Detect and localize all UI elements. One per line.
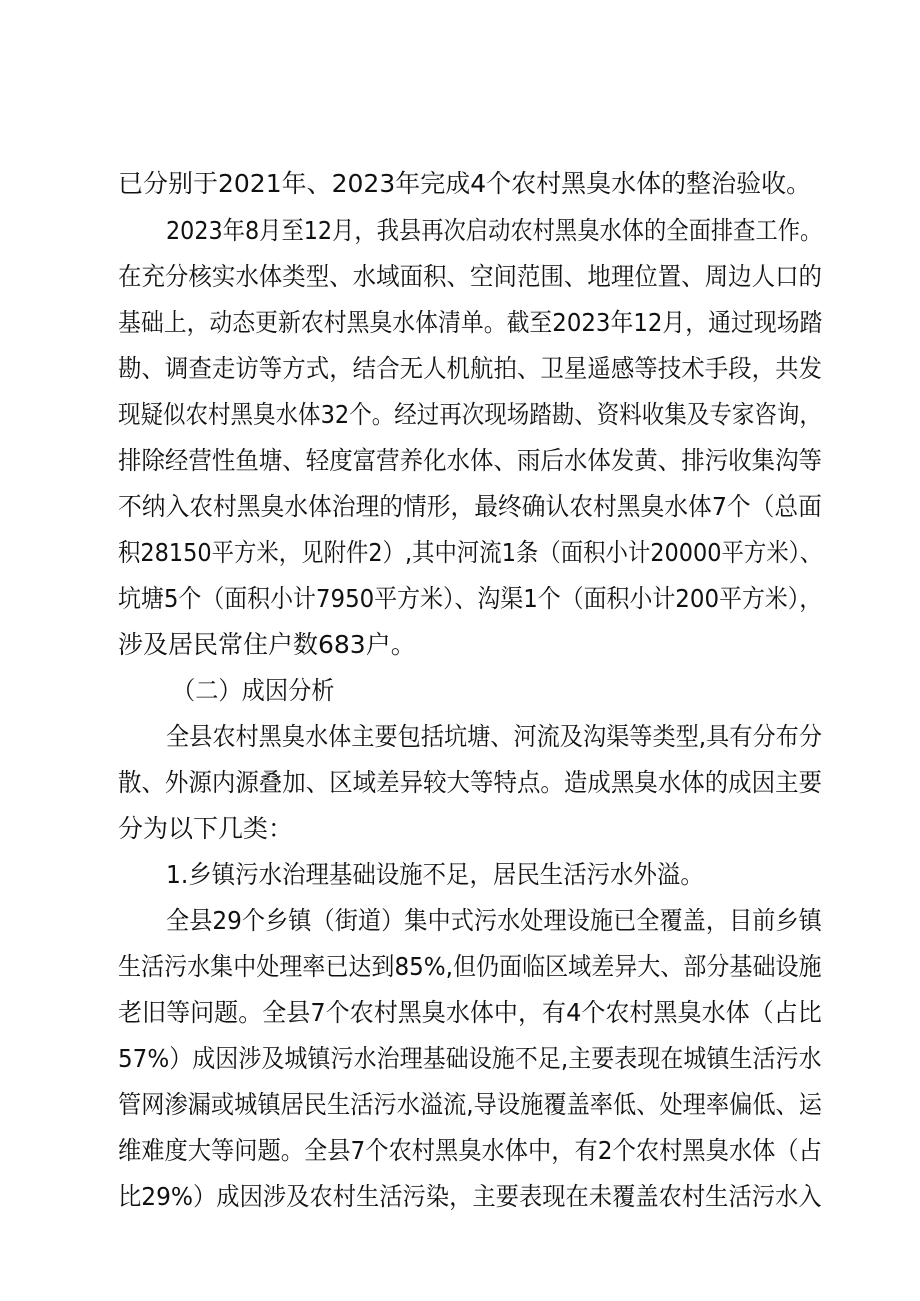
text-line: 57%）成因涉及城镇污水治理基础设施不足,主要表现在城镇生活污水 [118, 1044, 822, 1073]
text-line: 涉及居民常住户数683户。 [118, 630, 416, 659]
text-line: 不纳入农村黑臭水体治理的情形，最终确认农村黑臭水体7个（总面 [118, 492, 822, 521]
paragraph-start: 2023年8月至12月，我县再次启动农村黑臭水体的全面排查工作。 [166, 216, 823, 245]
text-line: 比29%）成因涉及农村生活污染，主要表现在未覆盖农村生活污水入 [118, 1182, 822, 1211]
text-line: 排除经营性鱼塘、轻度富营养化水体、雨后水体发黄、排污收集沟等 [118, 446, 823, 475]
text-line: 现疑似农村黑臭水体32个。经过再次现场踏勘、资料收集及专家咨询， [118, 400, 822, 429]
text-line: 生活污水集中处理率已达到85%,但仍面临区域差异大、部分基础设施 [118, 952, 822, 981]
section-heading: （二）成因分析 [172, 676, 335, 705]
text-line: 散、外源内源叠加、区域差异较大等特点。造成黑臭水体的成因主要 [118, 768, 823, 797]
paragraph-start: 全县29个乡镇（街道）集中式污水处理设施已全覆盖，目前乡镇 [166, 906, 822, 935]
text-line: 维难度大等问题。全县7个农村黑臭水体中，有2个农村黑臭水体（占 [118, 1136, 822, 1165]
text-line: 勘、调查走访等方式，结合无人机航拍、卫星遥感等技术手段，共发 [118, 354, 823, 383]
text-line: 分为以下几类： [118, 814, 294, 843]
text-line: 在充分核实水体类型、水域面积、空间范围、地理位置、周边人口的 [118, 262, 823, 291]
text-line: 坑塘5个（面积小计7950平方米）、沟渠1个（面积小计200平方米）， [118, 584, 823, 613]
text-line: 已分别于2021年、2023年完成4个农村黑臭水体的整治验收。 [118, 169, 812, 198]
text-line: 积28150平方米，见附件2）,其中河流1条（面积小计20000平方米）、 [118, 538, 823, 567]
paragraph-start: 全县农村黑臭水体主要包括坑塘、河流及沟渠等类型,具有分布分 [166, 722, 822, 751]
subsection-heading: 1.乡镇污水治理基础设施不足，居民生活污水外溢。 [166, 860, 704, 889]
text-line: 基础上，动态更新农村黑臭水体清单。截至2023年12月，通过现场踏 [118, 308, 823, 337]
text-line: 老旧等问题。全县7个农村黑臭水体中，有4个农村黑臭水体（占比 [118, 998, 822, 1027]
text-line: 管网渗漏或城镇居民生活污水溢流,导设施覆盖率低、处理率偏低、运 [118, 1090, 822, 1119]
